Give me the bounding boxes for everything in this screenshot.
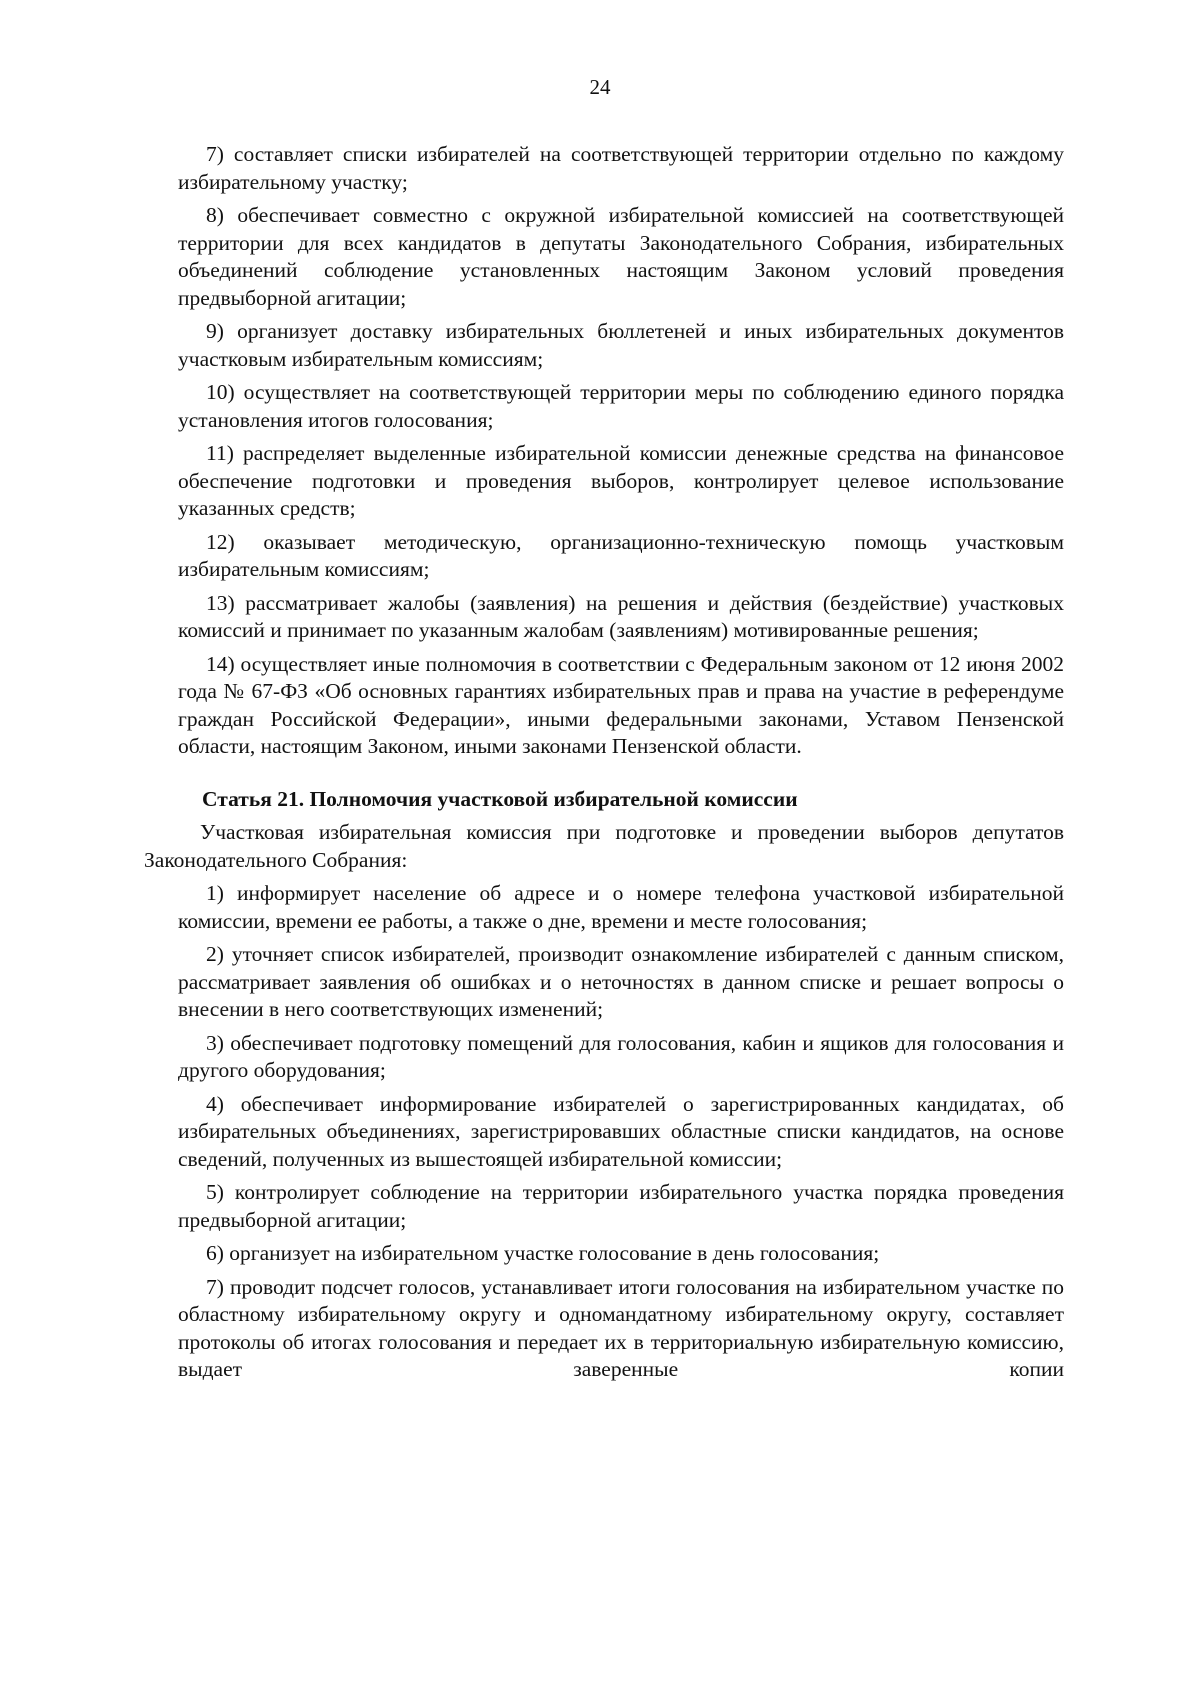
page-content	[144, 141, 1064, 1390]
article-intro: Участковая избирательная комиссия при подготовке и проведении выборов депутатов Законодательного Собрания:	[144, 820, 1064, 872]
list-item: 7) проводит подсчет голосов, устанавливает итоги голосования на избирательном участке по областному избирательному округу и одномандатному избирательному округу, составляет протоколы об итогах голосования и передает их в территориальную избирательную комиссию, выдает заверенные копии	[178, 1274, 1064, 1381]
list-item: 1) информирует население об адресе и о номере телефона участковой избирательной комиссии, времени ее работы, а также о дне, времени и месте голосования;	[178, 881, 1064, 933]
list-item: 9) организует доставку избирательных бюллетеней и иных избирательных документов участковым избирательным комиссиям;	[178, 319, 1064, 371]
article-heading: Статья 21. Полномочия участковой избирательной комиссии	[202, 786, 798, 811]
list-item: 4) обеспечивает информирование избирателей о зарегистрированных кандидатах, об избирательных объединениях, зарегистрировавших областные списки кандидатов, на основе сведений, полученных из вышестоящей избирательной комиссии;	[178, 1091, 1064, 1171]
list-item: 13) рассматривает жалобы (заявления) на решения и действия (бездействие) участковых комиссий и принимает по указанным жалобам (заявлениям) мотивированные решения;	[178, 590, 1064, 642]
list-item: 7) составляет списки избирателей на соответствующей территории отдельно по каждому избирательному участку;	[178, 142, 1064, 194]
list-item: 8) обеспечивает совместно с окружной избирательной комиссией на соответствующей территории для всех кандидатов в депутаты Законодательного Собрания, избирательных объединений соблюдение установленных настоящим Законом условий проведения предвыборной агитации;	[178, 203, 1064, 310]
list-item: 3) обеспечивает подготовку помещений для голосования, кабин и ящиков для голосования и другого оборудования;	[178, 1030, 1064, 1082]
list-item: 5) контролирует соблюдение на территории избирательного участка порядка проведения предвыборной агитации;	[178, 1180, 1064, 1232]
list-item: 2) уточняет список избирателей, производит ознакомление избирателей с данным списком, рассматривает заявления об ошибках и о неточностях в данном списке и решает вопросы о внесении в него соответствующих изменений;	[178, 942, 1064, 1021]
list-item: 6) организует на избирательном участке голосование в день голосования;	[206, 1241, 880, 1265]
list-item: 10) осуществляет на соответствующей территории меры по соблюдению единого порядка установления итогов голосования;	[178, 380, 1064, 432]
list-item: 12) оказывает методическую, организационно-техническую помощь участковым избирательным комиссиям;	[178, 529, 1064, 581]
list-item: 11) распределяет выделенные избирательной комиссии денежные средства на финансовое обеспечение подготовки и проведения выборов, контролирует целевое использование указанных средств;	[178, 441, 1064, 520]
page-number: 24	[589, 75, 611, 99]
list-item: 14) осуществляет иные полномочия в соответствии с Федеральным законом от 12 июня 2002 года № 67-ФЗ «Об основных гарантиях избирательных прав и права на участие в референдуме граждан Российской Федерации», иными федеральными законами, Уставом Пензенской области, настоящим Законом, иными законами Пензенской области.	[178, 651, 1064, 758]
